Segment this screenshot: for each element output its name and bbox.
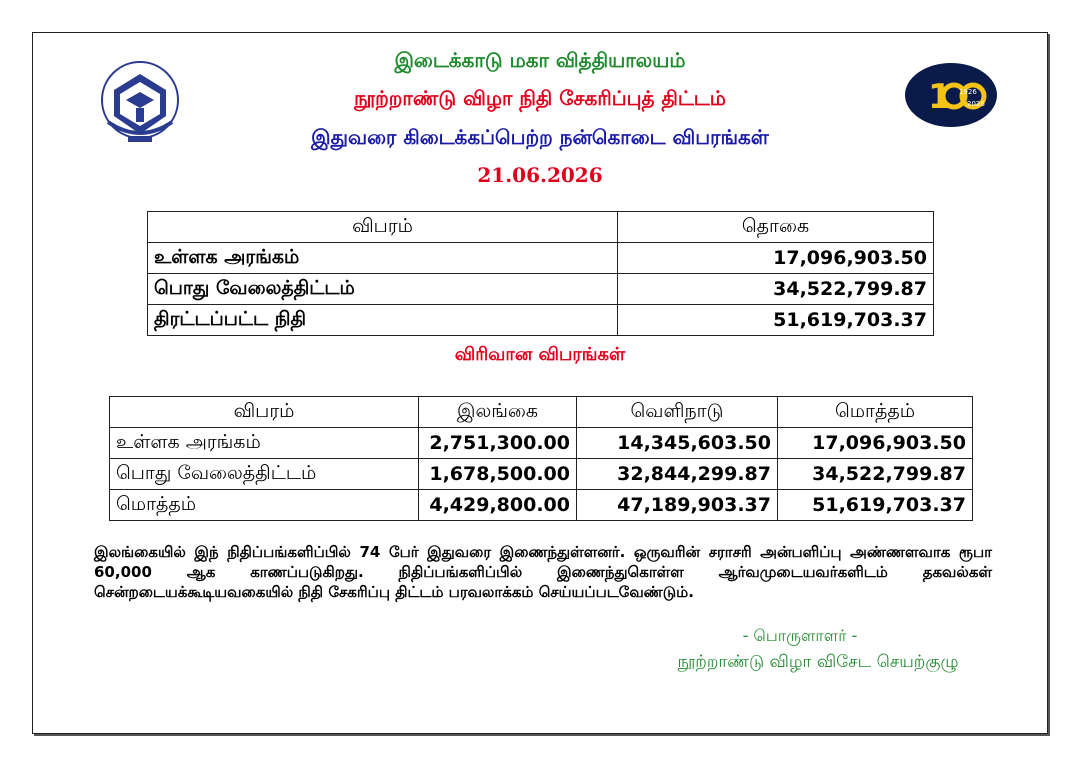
- row-label: பொது வேலைத்திட்டம்: [110, 459, 419, 490]
- report-date: 21.06.2026: [477, 163, 603, 187]
- table-header-row: [110, 397, 973, 428]
- table-row: [110, 490, 973, 521]
- centenary-year-start: 1926: [959, 88, 977, 96]
- summary-table: [147, 211, 934, 336]
- school-name: இடைக்காடு மகா வித்தியாலயம்: [394, 48, 686, 72]
- column-header: மொத்தம்: [778, 397, 973, 428]
- table-header-row: [148, 212, 934, 243]
- row-label: உள்ளக அரங்கம்: [110, 428, 419, 459]
- row-foreign: 47,189,903.37: [577, 490, 778, 521]
- row-foreign: 32,844,299.87: [577, 459, 778, 490]
- row-local: 4,429,800.00: [419, 490, 577, 521]
- row-amount: 34,522,799.87: [618, 274, 934, 305]
- row-amount: 51,619,703.37: [618, 305, 934, 336]
- row-total: 34,522,799.87: [778, 459, 973, 490]
- column-header: வெளிநாடு: [577, 397, 778, 428]
- column-header: இலங்கை: [419, 397, 577, 428]
- svg-text:1: 1: [928, 77, 952, 117]
- table-row: [148, 274, 934, 305]
- column-header: தொகை: [618, 212, 934, 243]
- row-local: 1,678,500.00: [419, 459, 577, 490]
- signature-role: - பொருளாளர் -: [742, 626, 858, 645]
- donations-title: இதுவரை கிடைக்கப்பெற்ற நன்கொடை விபரங்கள்: [311, 125, 769, 149]
- signature-committee: நூற்றாண்டு விழா விசேட செயற்குழு: [677, 652, 959, 672]
- row-local: 2,751,300.00: [419, 428, 577, 459]
- centenary-year-end: 2026: [967, 100, 985, 108]
- column-header: விபரம்: [148, 212, 618, 243]
- row-total: 51,619,703.37: [778, 490, 973, 521]
- table-row: [148, 305, 934, 336]
- table-row: [148, 243, 934, 274]
- row-label: பொது வேலைத்திட்டம்: [148, 274, 618, 305]
- row-label: உள்ளக அரங்கம்: [148, 243, 618, 274]
- row-label: திரட்டப்பட்ட நிதி: [148, 305, 618, 336]
- note-paragraph: இலங்கையில் இந் நிதிப்பங்களிப்பில் 74 பேர் இதுவரை இணைந்துள்ளனர். ஒருவரின் சராசரி அன்பளிப்பு அண்ணளவாக ரூபா 60,000 ஆக காணப்படுகிறது. நிதிப்பங்களிப்பில் இணைந்துகொள்ள ஆர்வமுடையவர்களிடம் தகவல்கள் சென்றடையக்கூடியவகையில் நிதி சேகரிப்பு திட்டம் பரவலாக்கம் செய்யப்படவேண்டும்.: [94, 543, 992, 601]
- column-header: விபரம்: [110, 397, 419, 428]
- table-row: [110, 459, 973, 490]
- row-foreign: 14,345,603.50: [577, 428, 778, 459]
- table-row: [110, 428, 973, 459]
- detail-heading: விரிவான விபரங்கள்: [454, 344, 626, 365]
- fund-title: நூற்றாண்டு விழா நிதி சேகரிப்புத் திட்டம்: [354, 86, 726, 110]
- detail-table: [109, 396, 973, 521]
- row-label: மொத்தம்: [110, 490, 419, 521]
- row-total: 17,096,903.50: [778, 428, 973, 459]
- row-amount: 17,096,903.50: [618, 243, 934, 274]
